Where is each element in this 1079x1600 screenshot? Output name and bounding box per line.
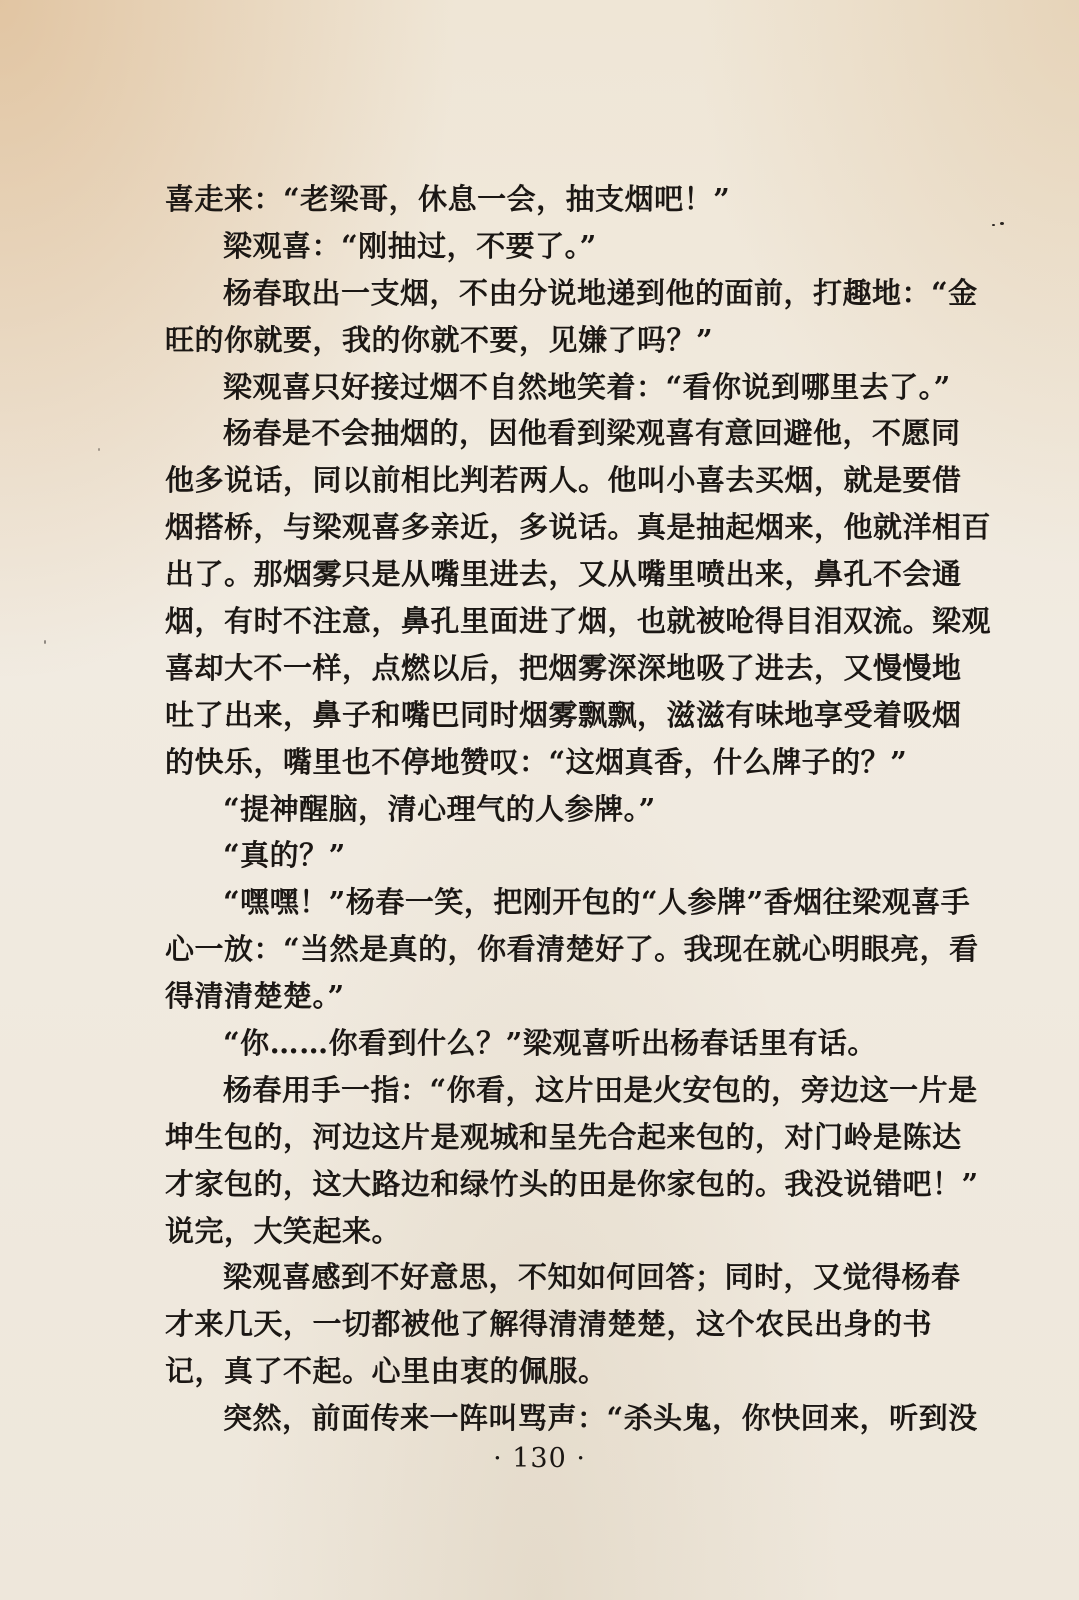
text-line: “提神醒脑，清心理气的人参牌。” [223,791,656,826]
text-line: 吐了出来，鼻子和嘴巴同时烟雾飘飘，滋滋有味地享受着吸烟 [165,697,962,732]
text-line: “真的？” [223,838,346,873]
text-line: “你……你看到什么？”梁观喜听出杨春话里有话。 [223,1026,877,1061]
text-line: 突然，前面传来一阵叫骂声：“杀头鬼，你快回来，听到没 [223,1401,978,1436]
text-line: 坤生包的，河边这片是观城和呈先合起来包的，对门岭是陈达 [165,1119,962,1154]
text-line: 旺的你就要，我的你就不要，见嫌了吗？” [165,322,714,357]
ink-speck [1000,222,1004,225]
text-line: 说完，大笑起来。 [165,1213,402,1248]
text-line: 梁观喜：“刚抽过，不要了。” [223,228,597,263]
text-line: 杨春是不会抽烟的，因他看到梁观喜有意回避他，不愿同 [223,416,961,451]
text-line: 得清清楚楚。” [165,979,345,1014]
text-line: 心一放：“当然是真的，你看清楚好了。我现在就心明眼亮，看 [165,932,979,967]
ink-speck [98,448,100,451]
text-line: 杨春用手一指：“你看，这片田是火安包的，旁边这一片是 [223,1072,978,1107]
text-line: 才来几天，一切都被他了解得清清楚楚，这个农民出身的书 [165,1307,933,1342]
text-line: 记，真了不起。心里由衷的佩服。 [165,1354,608,1389]
text-line: 才家包的，这大路边和绿竹头的田是你家包的。我没说错吧！” [165,1166,979,1201]
text-line: 喜走来：“老梁哥，休息一会，抽支烟吧！” [165,182,731,216]
text-line: 喜却大不一样，点燃以后，把烟雾深深地吸了进去，又慢慢地 [165,650,962,685]
text-line: 他多说话，同以前相比判若两人。他叫小喜去买烟，就是要借 [165,463,962,498]
text-line: 的快乐，嘴里也不停地赞叹：“这烟真香，什么牌子的？” [165,744,908,779]
page-number: · 130 · [493,1443,586,1474]
text-line: “嘿嘿！”杨春一笑，把刚开包的“人参牌”香烟往梁观喜手 [223,885,971,920]
text-line: 出了。那烟雾只是从嘴里进去，又从嘴里喷出来，鼻孔不会通 [165,557,962,592]
ink-speck [44,640,46,644]
text-line: 梁观喜只好接过烟不自然地笑着：“看你说到哪里去了。” [223,369,951,404]
text-line: 梁观喜感到不好意思，不知如何回答；同时，又觉得杨春 [223,1260,961,1295]
text-line: 烟搭桥，与梁观喜多亲近，多说话。真是抽起烟来，他就洋相百 [165,510,992,545]
body-text [165,176,1025,1442]
text-line: 烟，有时不注意，鼻孔里面进了烟，也就被呛得目泪双流。梁观 [165,604,992,639]
text-line: 杨春取出一支烟，不由分说地递到他的面前，打趣地：“金 [223,275,978,310]
ink-speck [992,224,995,226]
